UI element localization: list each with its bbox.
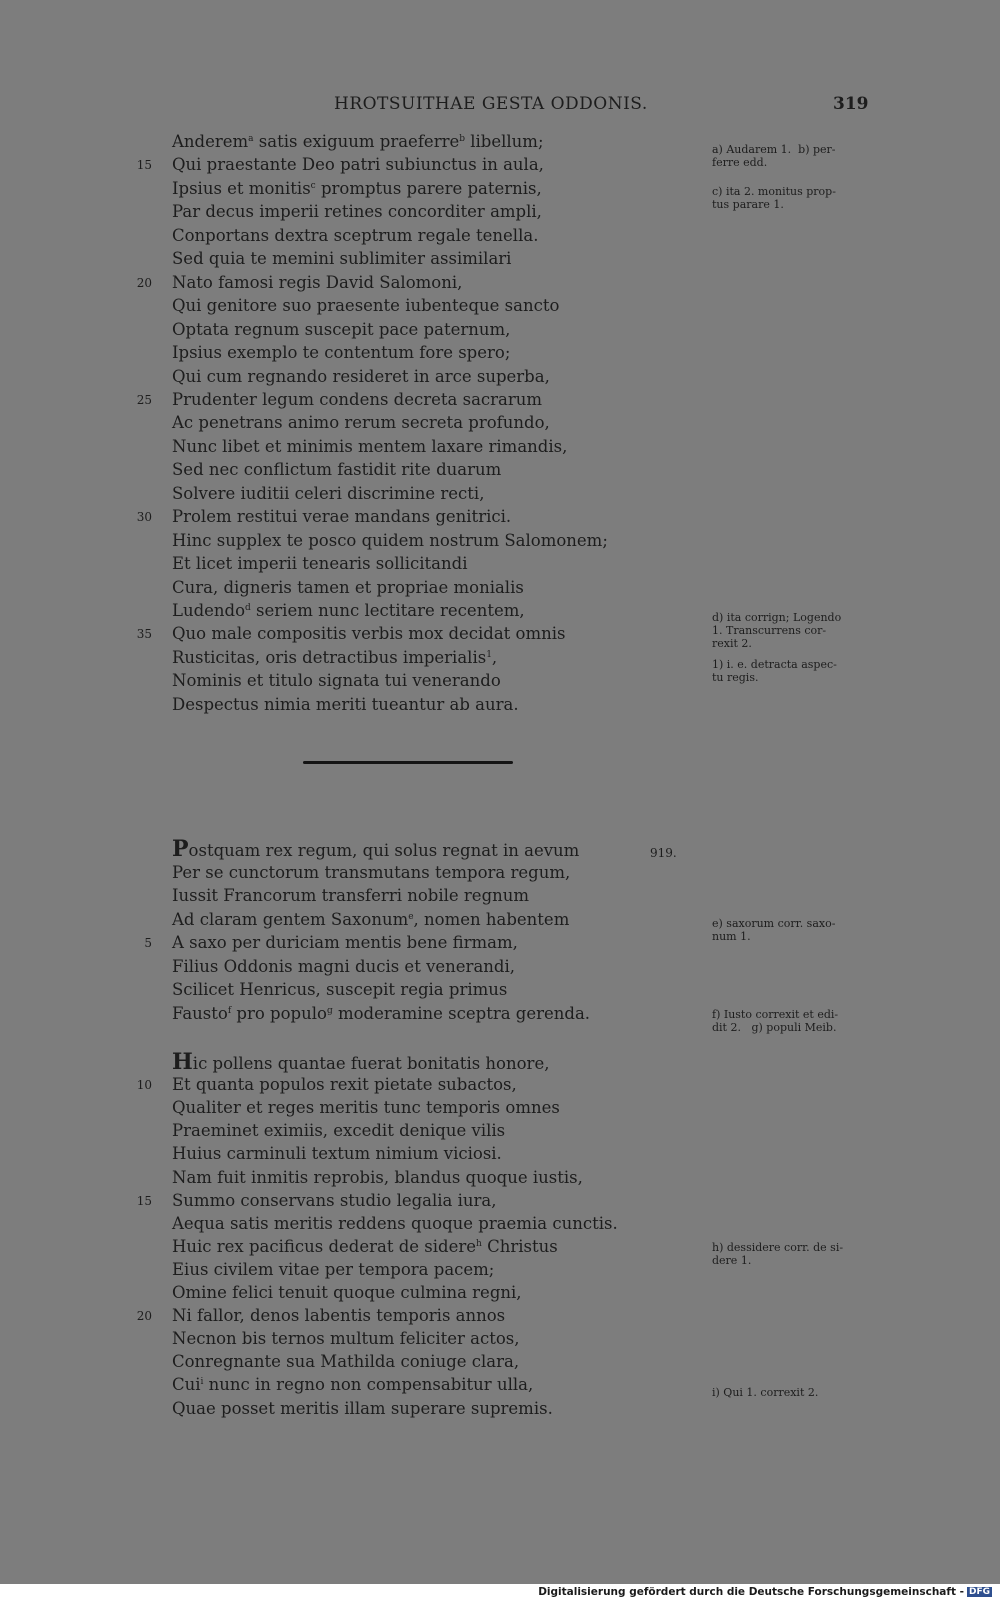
verse-line: [172, 980, 507, 1000]
footnote-marker: a: [248, 134, 254, 144]
verse-line: [172, 578, 524, 598]
verse-line: [172, 1237, 558, 1257]
line-number: 10: [136, 1078, 152, 1093]
footnote-marker: b: [459, 134, 465, 144]
verse-text: Qualiter et reges meritis tunc temporis omnes: [172, 1098, 560, 1118]
verse-line: [172, 507, 511, 527]
line-number: 15: [136, 1193, 152, 1208]
verse-text: Qui praestante Deo patri subiunctus in aula,: [172, 155, 544, 175]
verse-line: [172, 1306, 505, 1326]
verse-line: [172, 296, 559, 316]
verse-text: Fausto: [172, 1003, 228, 1023]
footnote-a-b: a) Audarem 1. b) per- ferre edd.: [712, 143, 836, 169]
verse-text: Nato famosi regis David Salomoni,: [172, 272, 463, 292]
verse-line: [172, 886, 529, 906]
verse-text: ,: [491, 647, 498, 667]
verse-text: Huius carminuli textum nimium viciosi.: [172, 1144, 502, 1164]
verse-line: [172, 1191, 497, 1211]
verse-line: [172, 836, 580, 862]
verse-text: ostquam rex regum, qui solus regnat in aevum: [188, 841, 580, 860]
verse-text: Hinc supplex te posco quidem nostrum Salomonem;: [172, 530, 608, 550]
footnote-marker: g: [326, 1005, 333, 1016]
verse-text: Rusticitas, oris detractibus imperialis: [172, 647, 487, 667]
verse-line: [172, 1375, 533, 1395]
verse-text: Et licet imperii tenearis sollicitandi: [172, 554, 468, 574]
verse-text: Prudenter legum condens decreta sacrarum: [172, 389, 543, 409]
verse-line: [172, 1399, 553, 1419]
verse-text: Ipsius exemplo te contentum fore spero;: [172, 343, 511, 363]
verse-line: [172, 413, 550, 433]
verse-text: Sed nec conflictum fastidit rite duarum: [172, 460, 502, 480]
verse-line: [172, 343, 510, 363]
initial-letter: P: [172, 836, 189, 862]
verse-line: [172, 1098, 560, 1118]
verse-text: Nam fuit inmitis reprobis, blandus quoque iustis,: [172, 1167, 583, 1187]
verse-text: Necnon bis ternos multum feliciter actos,: [172, 1329, 520, 1349]
footer-text: Digitalisierung gefördert durch die Deutsche Forschungsgemeinschaft -: [538, 1586, 964, 1598]
verse-text: Ni fallor, denos labentis temporis annos: [172, 1306, 506, 1326]
verse-line: [172, 132, 544, 152]
initial-letter: H: [172, 1049, 193, 1075]
verse-text: satis exiguum praeferre: [253, 132, 460, 151]
verse-text: Eius civilem vitae per tempora pacem;: [172, 1259, 495, 1279]
verse-line: [172, 1260, 494, 1280]
verse-text: Aequa satis meritis reddens quoque praemia cunctis.: [172, 1213, 618, 1233]
footnote-c: c) ita 2. monitus prop- tus parare 1.: [712, 185, 836, 211]
verse-text: Iussit Francorum transferri nobile regnum: [172, 886, 530, 905]
footnote-1: 1) i. e. detracta aspec- tu regis.: [712, 658, 837, 684]
verse-text: Conportans dextra sceptrum regale tenella.: [172, 225, 539, 245]
footnote-i: i) Qui 1. correxit 2.: [712, 1386, 819, 1399]
verse-text: moderamine sceptra gerenda.: [332, 1003, 591, 1023]
footnote-marker: f: [227, 1005, 232, 1016]
verse-line: [172, 531, 608, 551]
verse-text: Despectus nimia meriti tueantur ab aura.: [172, 694, 519, 714]
verse-text: libellum;: [465, 132, 544, 151]
line-number: 25: [136, 392, 152, 407]
verse-text: Ludendo: [172, 601, 246, 620]
verse-text: Solvere iuditii celeri discrimine recti,: [172, 483, 485, 503]
verse-line: [172, 601, 525, 621]
verse-line: [172, 1329, 520, 1349]
verse-text: nunc in regno non compensabitur ulla,: [203, 1375, 534, 1395]
verse-line: [172, 1283, 522, 1303]
verse-text: Sed quia te memini sublimiter assimilari: [172, 249, 512, 269]
footnote-marker: e: [408, 911, 414, 922]
verse-line: [172, 437, 567, 457]
verse-text: Praeminet eximiis, excedit denique vilis: [172, 1121, 506, 1141]
section-divider-rule: [303, 761, 513, 764]
line-number: 20: [136, 275, 152, 290]
verse-line: [172, 648, 497, 668]
dfg-logo: DFG: [968, 1587, 990, 1597]
verse-text: Prolem restitui verae mandans genitrici.: [172, 507, 512, 527]
verse-text: seriem nunc lectitare recentem,: [250, 601, 525, 620]
verse-line: [172, 460, 501, 480]
verse-line: [172, 957, 515, 977]
verse-line: [172, 367, 550, 387]
verse-text: Nominis et titulo signata tui venerando: [172, 671, 501, 691]
verse-text: Christus: [481, 1236, 558, 1256]
verse-line: [172, 1352, 519, 1372]
line-number: 35: [136, 627, 152, 642]
verse-line: [172, 1075, 517, 1095]
footnote-e: e) saxorum corr. saxo- num 1.: [712, 917, 836, 943]
verse-text: Summo conservans studio legalia iura,: [172, 1190, 497, 1210]
verse-line: [172, 226, 538, 246]
footnote-h: h) dessidere corr. de si- dere 1.: [712, 1241, 844, 1267]
verse-text: Anderem: [172, 132, 249, 151]
verse-text: Et quanta populos rexit pietate subactos,: [172, 1075, 517, 1095]
verse-text: Qui genitore suo praesente iubenteque sancto: [172, 296, 560, 316]
verse-text: Cura, digneris tamen et propriae monialis: [172, 577, 524, 597]
verse-line: [172, 624, 566, 644]
verse-text: A saxo per duriciam mentis bene firmam,: [172, 933, 518, 952]
verse-line: [172, 484, 484, 504]
verse-line: [172, 1214, 618, 1234]
verse-line: [172, 1121, 505, 1141]
verse-line: [172, 933, 518, 953]
verse-text: Huic rex pacificus dederat de sidere: [172, 1236, 477, 1256]
verse-text: Par decus imperii retines concorditer ampli,: [172, 202, 542, 222]
verse-text: Ipsius et monitis: [172, 178, 311, 198]
footnote-marker: 1: [486, 649, 492, 660]
verse-text: Omine felici tenuit quoque culmina regni,: [172, 1283, 522, 1302]
verse-text: Optata regnum suscepit pace paternum,: [172, 319, 511, 339]
verse-line: [172, 695, 519, 715]
verse-text: pro populo: [231, 1003, 327, 1023]
verse-line: [172, 202, 542, 222]
verse-line: [172, 1168, 583, 1188]
verse-text: Filius Oddonis magni ducis et venerandi,: [172, 956, 515, 976]
footnote-f-g: f) Iusto correxit et edi- dit 2. g) populi Meib.: [712, 1008, 839, 1034]
verse-text: Quo male compositis verbis mox decidat omnis: [172, 624, 566, 644]
verse-text: Conregnante sua Mathilda coniuge clara,: [172, 1352, 520, 1372]
verse-text: Ac penetrans animo rerum secreta profundo,: [172, 413, 550, 433]
footnote-marker: i: [200, 1377, 204, 1388]
page-header: [0, 94, 1000, 120]
verse-line: [172, 155, 544, 175]
line-number: 20: [136, 1309, 152, 1324]
year-marginal: 919.: [650, 846, 677, 860]
verse-line: [172, 273, 462, 293]
footnote-marker: h: [476, 1238, 482, 1249]
verse-line: [172, 1144, 502, 1164]
verse-text: Per se cunctorum transmutans tempora regum,: [172, 862, 571, 882]
verse-line: [172, 671, 501, 691]
verse-text: Cui: [172, 1375, 201, 1395]
line-number: 30: [136, 510, 152, 525]
verse-text: Nunc libet et minimis mentem laxare rimandis,: [172, 436, 568, 456]
verse-line: [172, 910, 569, 930]
footnote-d: d) ita corrign; Logendo 1. Transcurrens cor- rexit 2.: [712, 611, 842, 650]
verse-line: [172, 179, 542, 199]
page-number: 319: [833, 94, 869, 114]
verse-text: Quae posset meritis illam superare supremis.: [172, 1398, 553, 1418]
verse-line: [172, 1004, 590, 1024]
verse-text: ic pollens quantae fuerat bonitatis honore,: [192, 1054, 550, 1073]
verse-text: promptus parere paternis,: [315, 178, 542, 198]
verse-text: Ad claram gentem Saxonum: [172, 909, 409, 929]
footnote-marker: c: [310, 180, 316, 191]
verse-line: [172, 249, 511, 269]
verse-text: , nomen habentem: [413, 909, 570, 929]
verse-text: Qui cum regnando resideret in arce superba,: [172, 366, 550, 386]
footnote-marker: d: [245, 603, 251, 613]
verse-line: [172, 1049, 550, 1075]
line-number: 15: [136, 158, 152, 173]
running-title: HROTSUITHAE GESTA ODDONIS.: [334, 94, 648, 114]
verse-line: [172, 390, 542, 410]
digitization-footer: [538, 1586, 992, 1600]
verse-text: Scilicet Henricus, suscepit regia primus: [172, 980, 508, 999]
line-number: 5: [144, 936, 152, 950]
verse-line: [172, 554, 467, 574]
verse-line: [172, 320, 510, 340]
verse-line: [172, 863, 570, 883]
